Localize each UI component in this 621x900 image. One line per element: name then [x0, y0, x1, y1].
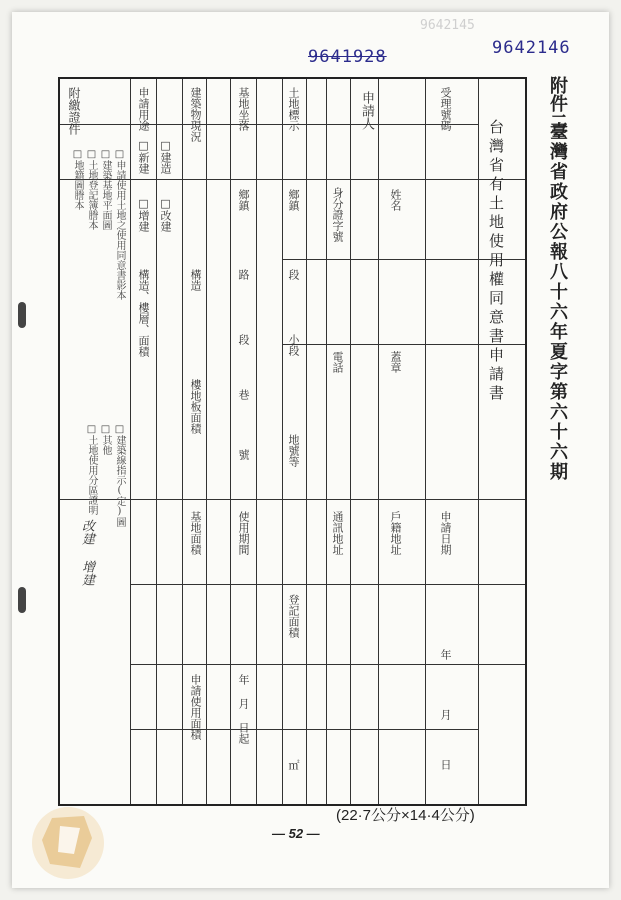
attachment-item[interactable]: □土地登記簿謄本: [86, 149, 97, 230]
opt-change-checkbox[interactable]: □改建: [159, 197, 172, 232]
base-section: 段: [237, 334, 250, 345]
seal-label: 蓋章: [389, 351, 402, 373]
building-structure: 構造: [189, 269, 202, 291]
name-label: 姓名: [389, 189, 402, 211]
phone-label: 電話: [331, 351, 344, 373]
mail-address-label: 通訊地址: [331, 511, 344, 555]
size-note: (22·7公分×14·4公分): [336, 807, 475, 824]
opt-ext-checkbox[interactable]: □增建: [137, 197, 150, 232]
structure-note: 構造、樓層、面積: [137, 269, 150, 357]
apply-date-label: 申請日期: [439, 511, 452, 555]
receipt-number-label: 受理號碼: [439, 87, 452, 131]
attachment-item[interactable]: □申請使用土地之使用同意書影本: [114, 149, 125, 300]
apply-area-label: 申請使用面積: [189, 674, 202, 740]
base-location-label: 基地坐落: [237, 87, 250, 131]
opt-new-checkbox[interactable]: □新建: [137, 139, 150, 174]
use-period-label: 使用期間: [237, 511, 250, 555]
base-road: 路: [237, 269, 250, 280]
building-status-label: 建築物現況: [189, 87, 202, 142]
base-area-label: 基地面積: [189, 511, 202, 555]
use-period-from: 年 月 日起: [237, 674, 250, 744]
attachment-item[interactable]: □地籍圖謄本: [72, 149, 83, 210]
id-number-label: 身分證字號: [331, 187, 344, 242]
land-town: 鄉鎮: [287, 189, 300, 211]
form-title: 台灣省有土地使用權同意書申請書: [487, 119, 505, 404]
date-month: 月: [439, 709, 452, 720]
base-lane: 巷: [237, 389, 250, 400]
reg-address-label: 戶籍地址: [389, 511, 402, 555]
attachment-item[interactable]: □建築線指示(定)圖: [114, 424, 125, 527]
application-form-table: [58, 77, 527, 806]
use-purpose-label: 申請用途: [137, 87, 150, 131]
base-no: 號: [237, 449, 250, 460]
attachment-label: 附件二: [547, 76, 568, 130]
sqm-unit: ㎡: [287, 759, 300, 770]
binding-hole: [18, 587, 26, 613]
gazette-title: 臺灣省政府公報八十六年夏字第六十六期: [547, 122, 568, 482]
building-total-area: 樓地板面積: [189, 379, 202, 434]
attachment-item[interactable]: □建築基地平面圖: [100, 149, 111, 230]
handwritten-note: 改建 增建: [79, 519, 94, 586]
applicant-label: 申請人: [359, 91, 374, 130]
library-logo-icon: [22, 798, 114, 884]
attachment-item[interactable]: □其他: [100, 424, 111, 455]
attachments-label: 附繳證件: [67, 87, 81, 135]
opt-build-checkbox[interactable]: □建造: [159, 139, 172, 174]
registered-area-label: 登記面積: [287, 594, 300, 638]
base-town: 鄉鎮: [237, 189, 250, 211]
attachment-item[interactable]: □土地使用分區證明: [86, 424, 97, 515]
land-subsection: 小段: [287, 334, 300, 356]
old-stamp-number: 9641928: [308, 47, 387, 67]
land-lot: 地號等: [287, 434, 300, 467]
ghost-stamp-number: 9642145: [420, 18, 475, 33]
date-year: 年: [439, 649, 452, 660]
new-stamp-number: 9642146: [492, 38, 571, 58]
land-label: 土地標示: [287, 87, 300, 131]
land-section: 段: [287, 269, 300, 280]
date-day: 日: [439, 759, 452, 770]
binding-hole: [18, 302, 26, 328]
page-number: — 52 —: [272, 826, 320, 841]
